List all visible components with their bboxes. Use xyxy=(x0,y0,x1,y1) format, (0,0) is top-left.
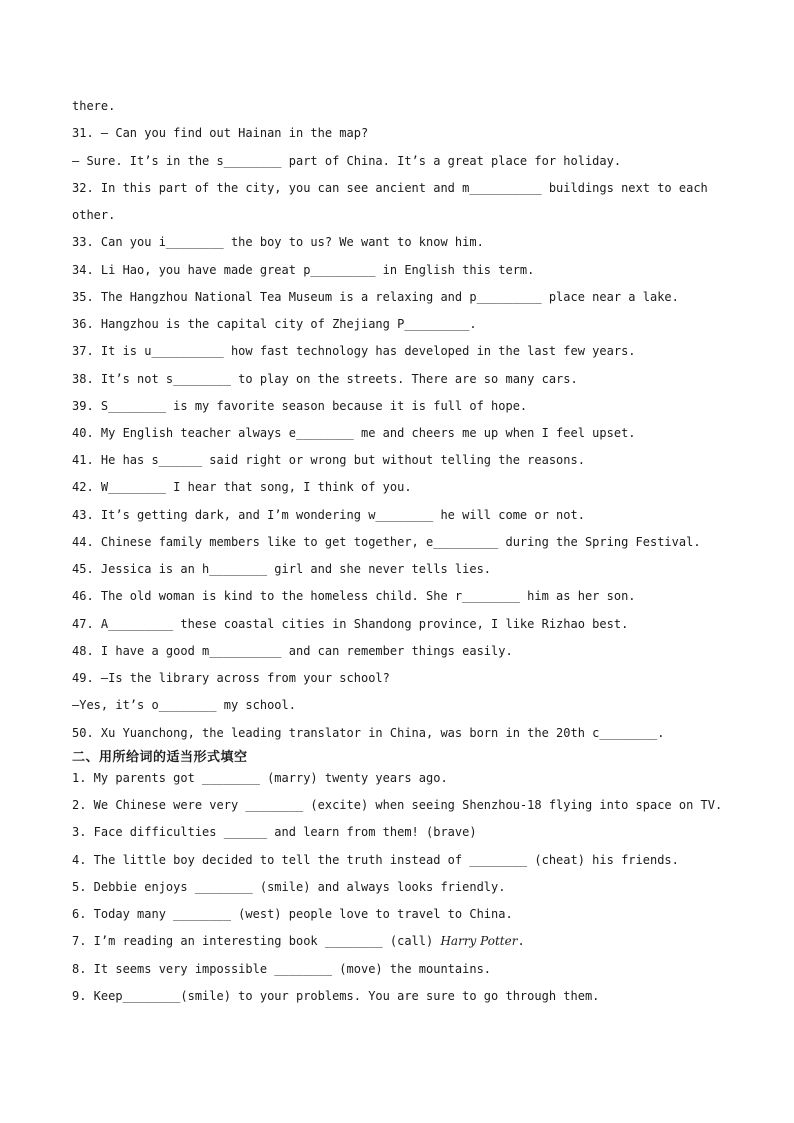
question-line: 33. Can you i________ the boy to us? We want to know him. xyxy=(72,235,484,249)
question-line: 42. W________ I hear that song, I think of you. xyxy=(72,480,412,494)
exercise-line: 9. Keep________(smile) to your problems. You are sure to go through them. xyxy=(72,989,600,1003)
question-line: 40. My English teacher always e________ me and cheers me up when I feel upset. xyxy=(72,426,636,440)
exercise-text: 7. I’m reading an interesting book ________ (call) xyxy=(72,934,441,948)
question-line: 32. In this part of the city, you can see ancient and m__________ buildings next to each xyxy=(72,181,708,195)
exercise-line xyxy=(72,933,525,949)
question-line: 39. S________ is my favorite season because it is full of hope. xyxy=(72,399,528,413)
question-line: 50. Xu Yuanchong, the leading translator in China, was born in the 20th c________. xyxy=(72,726,665,740)
question-line: 43. It’s getting dark, and I’m wondering w________ he will come or not. xyxy=(72,508,585,522)
exercise-line: 3. Face difficulties ______ and learn from them! (brave) xyxy=(72,825,477,839)
question-line: 36. Hangzhou is the capital city of Zhejiang P_________. xyxy=(72,317,477,331)
exercise-line: 6. Today many ________ (west) people love to travel to China. xyxy=(72,907,513,921)
question-line: —Yes, it’s o________ my school. xyxy=(72,698,296,712)
question-line: 31. — Can you find out Hainan in the map? xyxy=(72,126,369,140)
section-heading: 二、用所给词的适当形式填空 xyxy=(72,750,248,765)
question-line: 49. —Is the library across from your school? xyxy=(72,671,390,685)
question-line: 34. Li Hao, you have made great p_________ in English this term. xyxy=(72,263,535,277)
exercise-line: 1. My parents got ________ (marry) twenty years ago. xyxy=(72,771,448,785)
question-line: 41. He has s______ said right or wrong but without telling the reasons. xyxy=(72,453,585,467)
question-line: 48. I have a good m__________ and can remember things easily. xyxy=(72,644,513,658)
book-title: Harry Potter xyxy=(440,934,518,948)
exercise-line: 4. The little boy decided to tell the truth instead of ________ (cheat) his friends. xyxy=(72,853,679,867)
exercise-line: 8. It seems very impossible ________ (move) the mountains. xyxy=(72,962,492,976)
question-line: 46. The old woman is kind to the homeless child. She r________ him as her son. xyxy=(72,589,636,603)
question-line: 38. It’s not s________ to play on the streets. There are so many cars. xyxy=(72,372,578,386)
question-line: 37. It is u__________ how fast technology has developed in the last few years. xyxy=(72,344,636,358)
question-line: 45. Jessica is an h________ girl and she never tells lies. xyxy=(72,562,492,576)
exercise-line: 2. We Chinese were very ________ (excite) when seeing Shenzhou-18 flying into space on TV. xyxy=(72,798,723,812)
question-line: there. xyxy=(72,99,116,113)
exercise-text-end: . xyxy=(517,934,525,948)
question-line: — Sure. It’s in the s________ part of China. It’s a great place for holiday. xyxy=(72,154,622,168)
question-line: 44. Chinese family members like to get together, e_________ during the Spring Festival. xyxy=(72,535,701,549)
question-line: 35. The Hangzhou National Tea Museum is a relaxing and p_________ place near a lake. xyxy=(72,290,679,304)
question-line: other. xyxy=(72,208,116,222)
exercise-line: 5. Debbie enjoys ________ (smile) and always looks friendly. xyxy=(72,880,506,894)
question-line: 47. A_________ these coastal cities in Shandong province, I like Rizhao best. xyxy=(72,617,629,631)
